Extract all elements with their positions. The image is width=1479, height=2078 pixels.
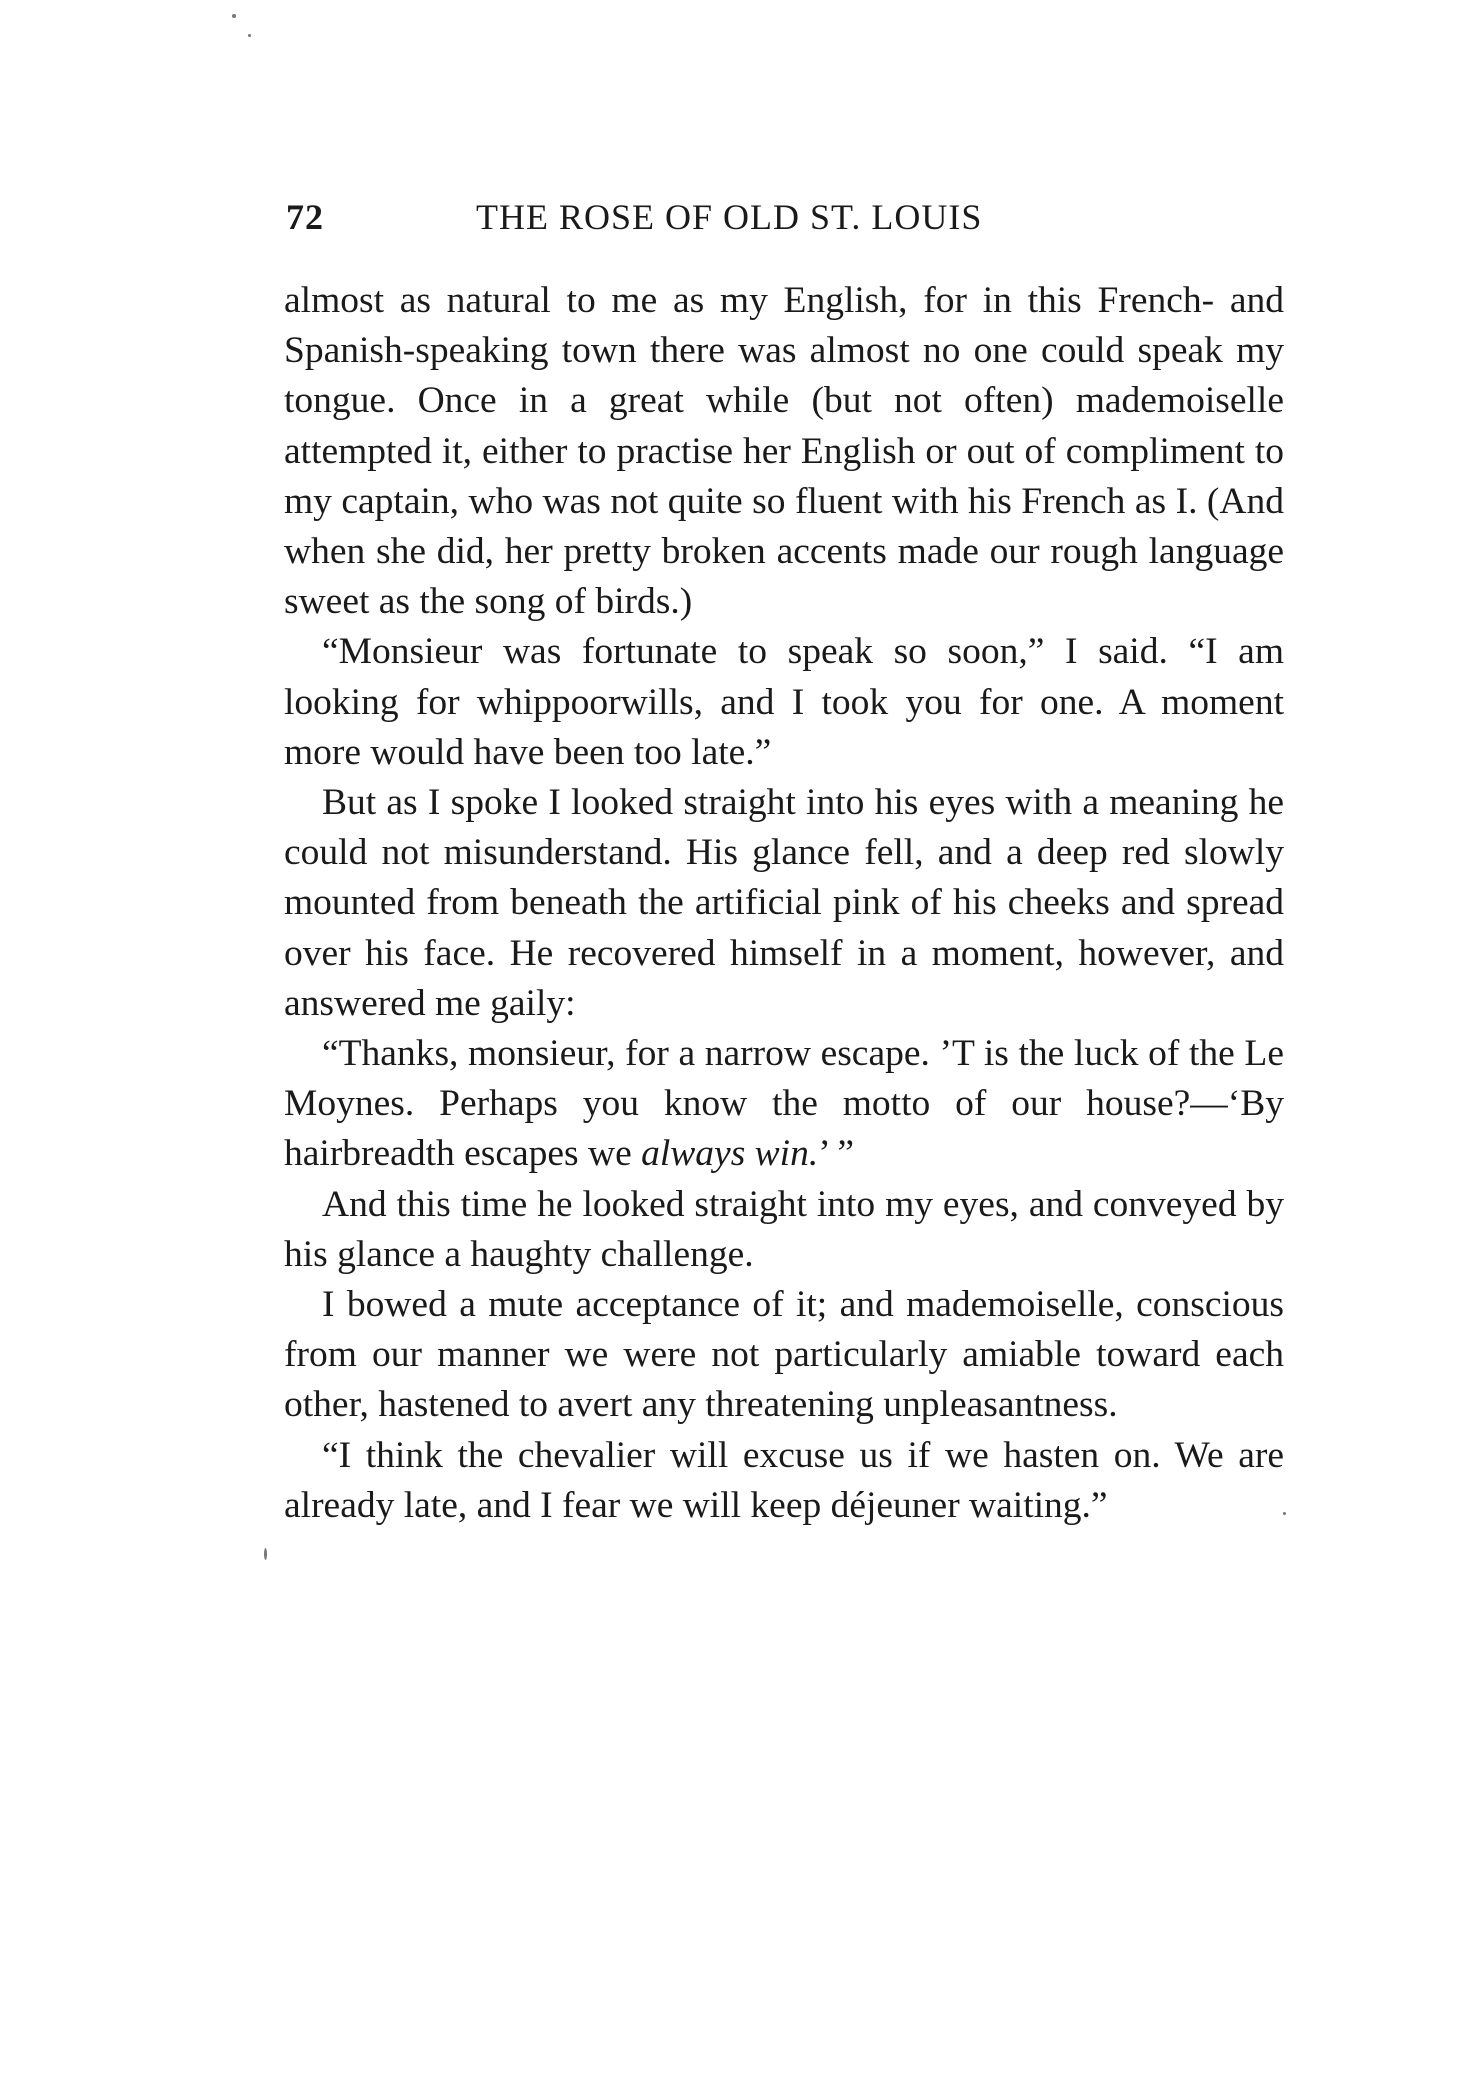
paragraph: And this time he looked straight into my eyes, and conveyed by his glance a haughty challenge. [284, 1183, 1284, 1275]
running-head [286, 192, 1286, 242]
page-number: 72 [286, 197, 324, 237]
paragraph: I bowed a mute acceptance of it; and mademoiselle, conscious from our manner we were not particularly amiable toward each other, hastened to avert any threatening unpleasantness. [284, 1284, 1284, 1426]
scan-speck [264, 1548, 267, 1560]
paragraph: But as I spoke I looked straight into his eyes with a meaning he could not misunderstand. His glance fell, and a deep red slowly mounted from beneath the artificial pink of his cheeks and spread over his face. He recovered himself in a moment, however, and answered me gaily: [284, 782, 1284, 1024]
paragraph-with-emphasis [284, 1029, 1284, 1180]
closing-quotes: ’ ” [818, 1133, 854, 1175]
book-title: THE ROSE OF OLD ST. LOUIS [476, 197, 983, 237]
scan-speck [232, 14, 236, 18]
paragraph-text: “Thanks, monsieur, for a narrow escape. ’T is the luck of the Le Moynes. Perhaps you know the motto of our house?—‘By hairbreadth escapes we [284, 1033, 1284, 1175]
scan-speck [1283, 1512, 1286, 1515]
paragraph: “I think the chevalier will excuse us if we hasten on. We are already late, and I fear we will keep déjeuner waiting.” [284, 1434, 1284, 1526]
paragraph-continued: almost as natural to me as my English, for in this French- and Spanish-speaking town there was almost no one could speak my tongue. Once in a great while (but not often) mademoiselle attempted it, either to practise her English or out of compliment to my captain, who was not quite so fluent with his French as I. (And when she did, her pretty broken accents made our rough language sweet as the song of birds.) [284, 280, 1284, 623]
body-text [284, 276, 1284, 1531]
paragraph: “Monsieur was fortunate to speak so soon,” I said. “I am looking for whippoorwills, and I took you for one. A moment more would have been too late.” [284, 631, 1284, 773]
italic-emphasis: always win. [641, 1133, 819, 1175]
scan-speck [248, 34, 251, 37]
